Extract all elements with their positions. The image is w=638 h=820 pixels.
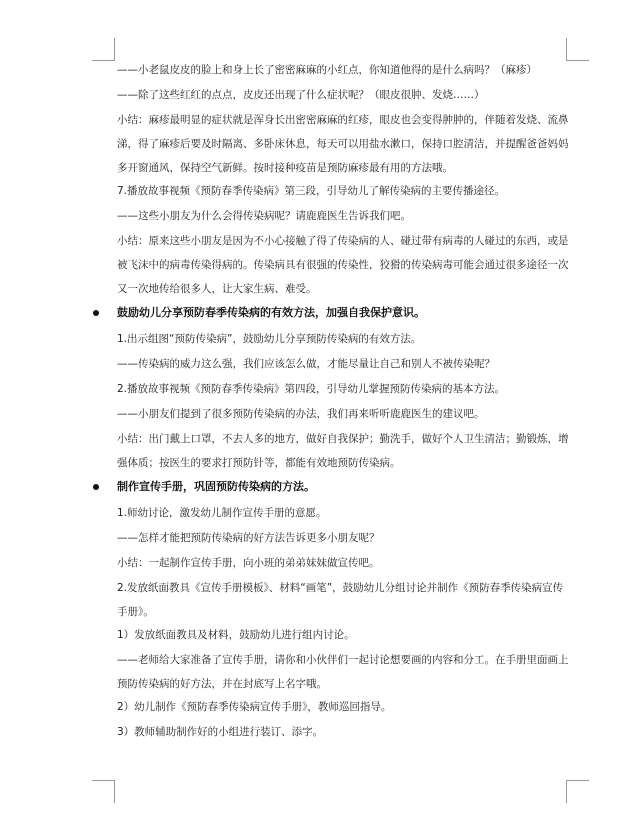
dialogue-line: ——传染病的威力这么强，我们应该怎么做，才能尽量让自己和别人不被传染呢？ bbox=[117, 358, 495, 370]
document-body bbox=[117, 64, 572, 751]
summary-paragraph: 小结：原来这些小朋友是因为不小心接触了得了传染病的人、碰过带有病毒的人碰过的东西，或是被飞沫中的病毒传染得病的。传染病具有很强的传染性，狡猾的传染病毒可能会通过很多途径一次又一次地传给很多人，让大家生病、难受。 bbox=[117, 235, 569, 295]
summary-paragraph: 小结：出门戴上口罩，不去人多的地方，做好自我保护；勤洗手，做好个人卫生清洁；勤锻炼，增强体质；按医生的要求打预防针等，都能有效地预防传染病。 bbox=[117, 433, 569, 469]
substep-line: 2）幼儿制作《预防春季传染病宣传手册》，教师巡回指导。 bbox=[117, 701, 392, 713]
step-line: 7.播放故事视频《预防春季传染病》第三段，引导幼儿了解传染病的主要传播途径。 bbox=[117, 185, 506, 197]
dialogue-line: ——小朋友们提到了很多预防传染病的办法，我们再来听听鹿鹿医生的建议吧。 bbox=[117, 408, 485, 420]
dialogue-paragraph: ——老师给大家准备了宣传手册，请你和小伙伴们一起讨论想要画的内容和分工。在手册里面画上预防传染病的好方法，并在封底写上名字哦。 bbox=[117, 654, 569, 690]
dialogue-line: ——怎样才能把预防传染病的好方法告诉更多小朋友呢？ bbox=[117, 532, 380, 544]
step-line: 1.出示组图“预防传染病”，鼓励幼儿分享预防传染病的有效方法。 bbox=[117, 333, 422, 345]
substep-line: 1）发放纸面教具及材料，鼓励幼儿进行组内讨论。 bbox=[117, 629, 355, 641]
dialogue-line: ——这些小朋友为什么会得传染病呢？请鹿鹿医生告诉我们吧。 bbox=[117, 210, 411, 222]
crop-mark-bottom-left bbox=[92, 780, 115, 803]
summary-paragraph: 小结：麻疹最明显的症状就是浑身长出密密麻麻的红疹，眼皮也会变得肿肿的，伴随着发烧、流鼻涕，得了麻疹后要及时隔离、多卧床休息，每天可以用盐水漱口，保持口腔清洁，并提醒爸爸妈妈多开窗通风，保持空气新鲜。按时接种疫苗是预防麻疹最有用的方法哦。 bbox=[117, 114, 569, 174]
summary-line: 小结：一起制作宣传手册，向小班的弟弟妹妹做宣传吧。 bbox=[117, 557, 380, 569]
step-line: 2.播放故事视频《预防春季传染病》第四段，引导幼儿掌握预防传染病的基本方法。 bbox=[117, 383, 506, 395]
section-heading bbox=[117, 306, 572, 320]
dialogue-line: ——除了这些红红的点点，皮皮还出现了什么症状呢？（眼皮很肿、发烧……） bbox=[117, 89, 485, 101]
section-heading-text: 制作宣传手册，巩固预防传染病的方法。 bbox=[117, 480, 315, 493]
bullet-icon bbox=[93, 484, 99, 490]
section-heading bbox=[117, 480, 572, 494]
crop-mark-bottom-right bbox=[566, 780, 589, 803]
crop-mark-top-right bbox=[566, 38, 589, 61]
dialogue-line: ——小老鼠皮皮的脸上和身上长了密密麻麻的小红点，你知道他得的是什么病吗？（麻疹） bbox=[117, 64, 537, 76]
substep-line: 3）教师辅助制作好的小组进行装订、添字。 bbox=[117, 726, 324, 738]
bullet-icon bbox=[93, 310, 99, 316]
step-line: 2.发放纸面教具《宣传手册模板》、材料“画笔”，鼓励幼儿分组讨论并制作《预防春季传染病宣传手册》。 bbox=[117, 582, 564, 618]
section-heading-text: 鼓励幼儿分享预防春季传染病的有效方法，加强自我保护意识。 bbox=[117, 306, 425, 319]
step-line: 1.师幼讨论，激发幼儿制作宣传手册的意愿。 bbox=[117, 507, 327, 519]
crop-mark-top-left bbox=[92, 38, 115, 61]
